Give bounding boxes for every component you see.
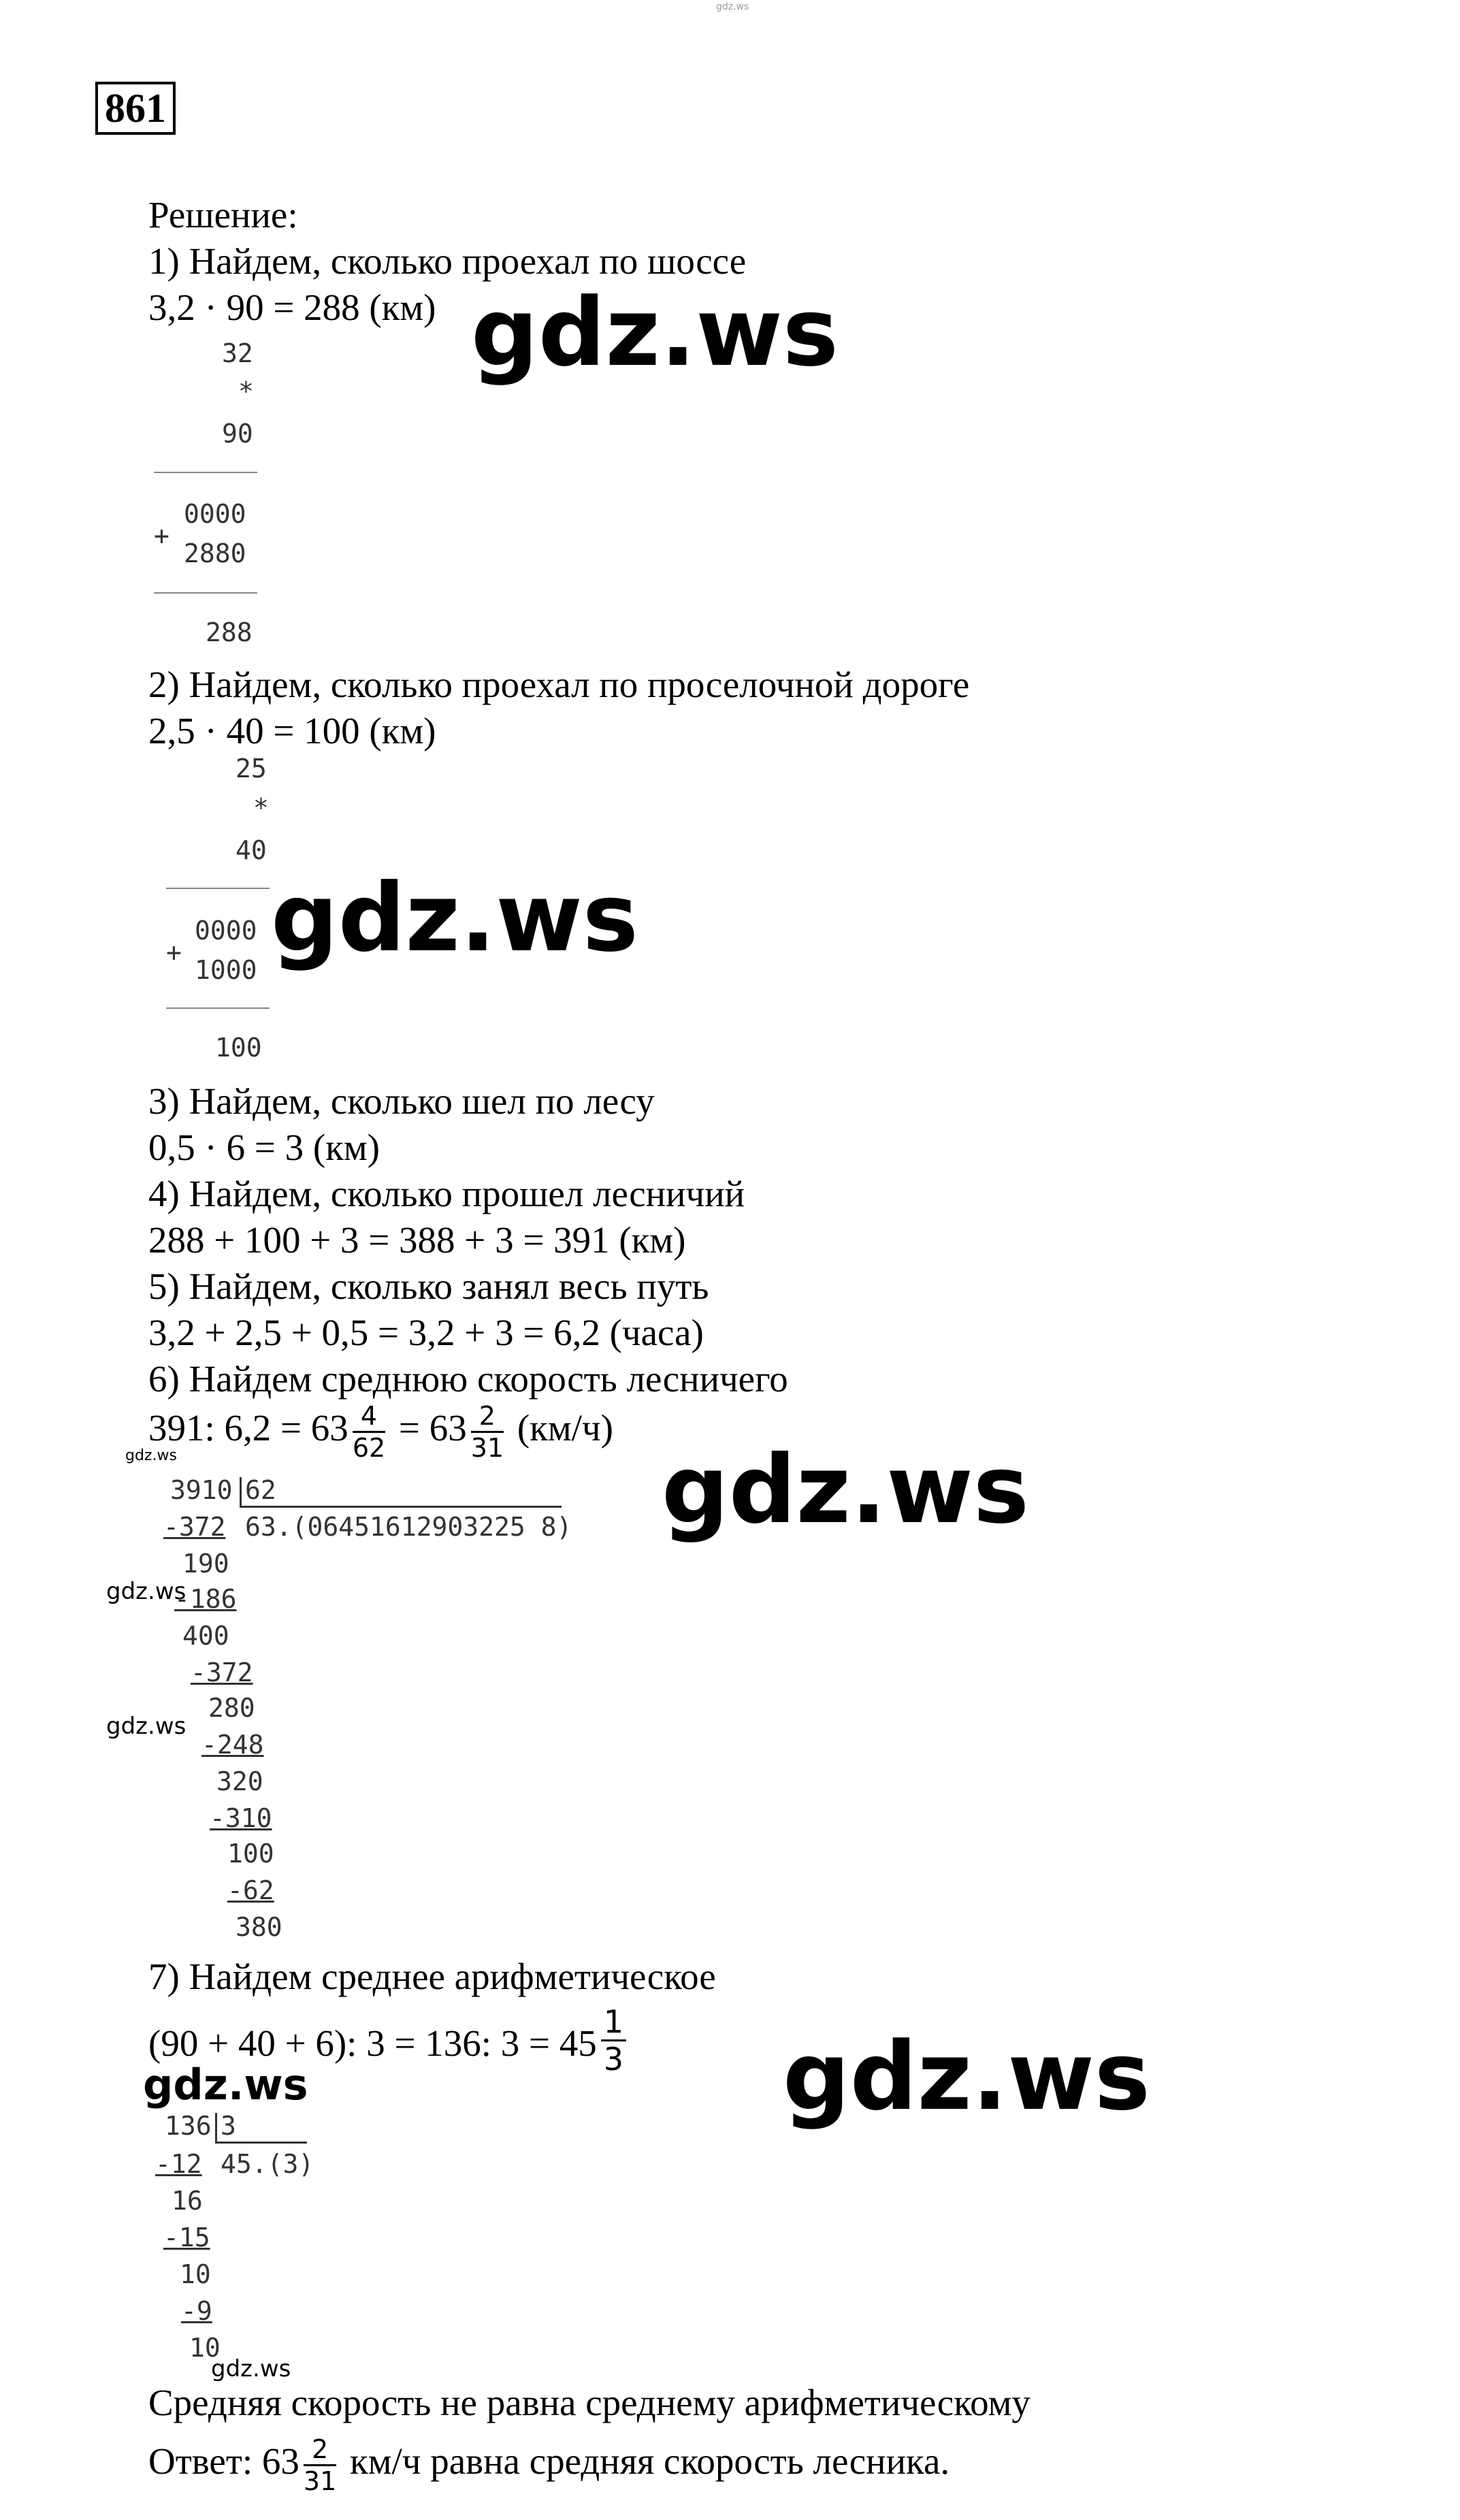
numerator: 1 (601, 2004, 626, 2041)
operand-a: 32 (222, 338, 253, 368)
eq-unit: (км/ч) (517, 1407, 613, 1449)
numerator: 2 (471, 1401, 504, 1433)
denominator: 3 (603, 2041, 624, 2078)
watermark: gdz.ws (783, 2022, 1150, 2131)
partial-1: 0000 (184, 499, 246, 529)
plus-sign: + (154, 521, 169, 551)
step2-equation: 2,5 · 40 = 100 (км) (148, 710, 436, 752)
div-row: -12 (155, 2149, 202, 2179)
partial-1: 0000 (195, 916, 257, 946)
numerator: 2 (304, 2434, 336, 2466)
div-row: 10 (180, 2259, 211, 2289)
operand-b: 40 (236, 835, 267, 865)
div-row: -310 (210, 1803, 272, 1833)
watermark-small: gdz.ws (106, 1578, 186, 1605)
numerator: 4 (353, 1401, 385, 1433)
div-row: 400 (182, 1621, 229, 1651)
quotient: 63.(06451612903225 8) (245, 1512, 572, 1542)
watermark-small: gdz.ws (211, 2355, 291, 2382)
denominator: 31 (470, 1433, 504, 1463)
problem-number: 861 (95, 82, 176, 135)
step5-title: 5) Найдем, сколько занял весь путь (148, 1265, 709, 1307)
answer-prefix: Ответ: 63 (148, 2440, 299, 2483)
denominator: 62 (352, 1433, 386, 1463)
solution-heading: Решение: (148, 194, 298, 236)
div-row: -186 (174, 1584, 237, 1614)
step6-equation (148, 1401, 613, 1463)
dividend: 136 (165, 2111, 212, 2141)
plus-sign: + (166, 937, 182, 967)
fraction (601, 2004, 626, 2077)
fraction (304, 2434, 336, 2496)
denominator: 31 (303, 2466, 337, 2496)
step3-title: 3) Найдем, сколько шел по лесу (148, 1080, 655, 1122)
watermark-small: gdz.ws (106, 1713, 186, 1740)
step4-equation: 288 + 100 + 3 = 388 + 3 = 391 (км) (148, 1219, 686, 1261)
div-row: -372 (163, 1512, 226, 1542)
divider-line (166, 1007, 270, 1009)
eq-left: 391: 6,2 = 63 (148, 1407, 348, 1449)
step2-title: 2) Найдем, сколько проехал по проселочной дороге (148, 664, 970, 705)
watermark-top: gdz.ws (716, 1, 749, 12)
result: 288 (206, 617, 253, 647)
watermark: gdz.ws (662, 1435, 1029, 1545)
div-row: 100 (227, 1839, 274, 1869)
watermark: gdz.ws (271, 863, 638, 973)
result: 100 (215, 1033, 262, 1063)
conclusion-text: Средняя скорость не равна среднему арифметическому (148, 2382, 1031, 2423)
quotient: 45.(3) (221, 2149, 314, 2179)
div-row: -248 (201, 1730, 264, 1760)
eq-left: (90 + 40 + 6): 3 = 136: 3 = 45 (148, 2022, 597, 2065)
partial-2: 2880 (184, 538, 246, 568)
answer-line (148, 2434, 950, 2496)
watermark-small: gdz.ws (143, 2060, 308, 2110)
step6-title: 6) Найдем среднюю скорость лесничего (148, 1358, 788, 1400)
div-row: -9 (181, 2296, 212, 2326)
div-row: -15 (163, 2223, 210, 2252)
division-bracket (240, 1477, 562, 1508)
step1-title: 1) Найдем, сколько проехал по шоссе (148, 240, 747, 282)
partial-2: 1000 (195, 955, 257, 985)
div-row: 16 (172, 2186, 203, 2216)
step1-equation: 3,2 · 90 = 288 (км) (148, 287, 436, 328)
divider-line (154, 592, 257, 594)
step3-equation: 0,5 · 6 = 3 (км) (148, 1127, 380, 1168)
div-row: 280 (208, 1693, 255, 1723)
div-row: 320 (216, 1766, 263, 1796)
operator: * (253, 793, 269, 823)
step7-title: 7) Найдем среднее арифметическое (148, 1956, 716, 1997)
div-row: -62 (227, 1875, 274, 1905)
div-row: 380 (236, 1912, 282, 1942)
fraction (471, 1401, 504, 1463)
divisor: 3 (221, 2111, 236, 2141)
divider-line (154, 472, 257, 473)
watermark-small: gdz.ws (125, 1447, 177, 1464)
answer-suffix: км/ч равна средняя скорость лесника. (350, 2440, 950, 2483)
eq-mid: = 63 (398, 1407, 467, 1449)
operand-a: 25 (236, 754, 267, 784)
div-row: 10 (189, 2333, 221, 2363)
divider-line (166, 888, 270, 889)
div-row: -372 (191, 1658, 253, 1687)
step4-title: 4) Найдем, сколько прошел лесничий (148, 1173, 745, 1214)
step5-equation: 3,2 + 2,5 + 0,5 = 3,2 + 3 = 6,2 (часа) (148, 1312, 704, 1353)
divisor: 62 (245, 1475, 276, 1505)
dividend: 3910 (170, 1475, 233, 1505)
div-row: 190 (182, 1549, 229, 1579)
fraction (353, 1401, 385, 1463)
operand-b: 90 (222, 419, 253, 449)
watermark: gdz.ws (471, 278, 839, 387)
operator: * (238, 376, 254, 406)
